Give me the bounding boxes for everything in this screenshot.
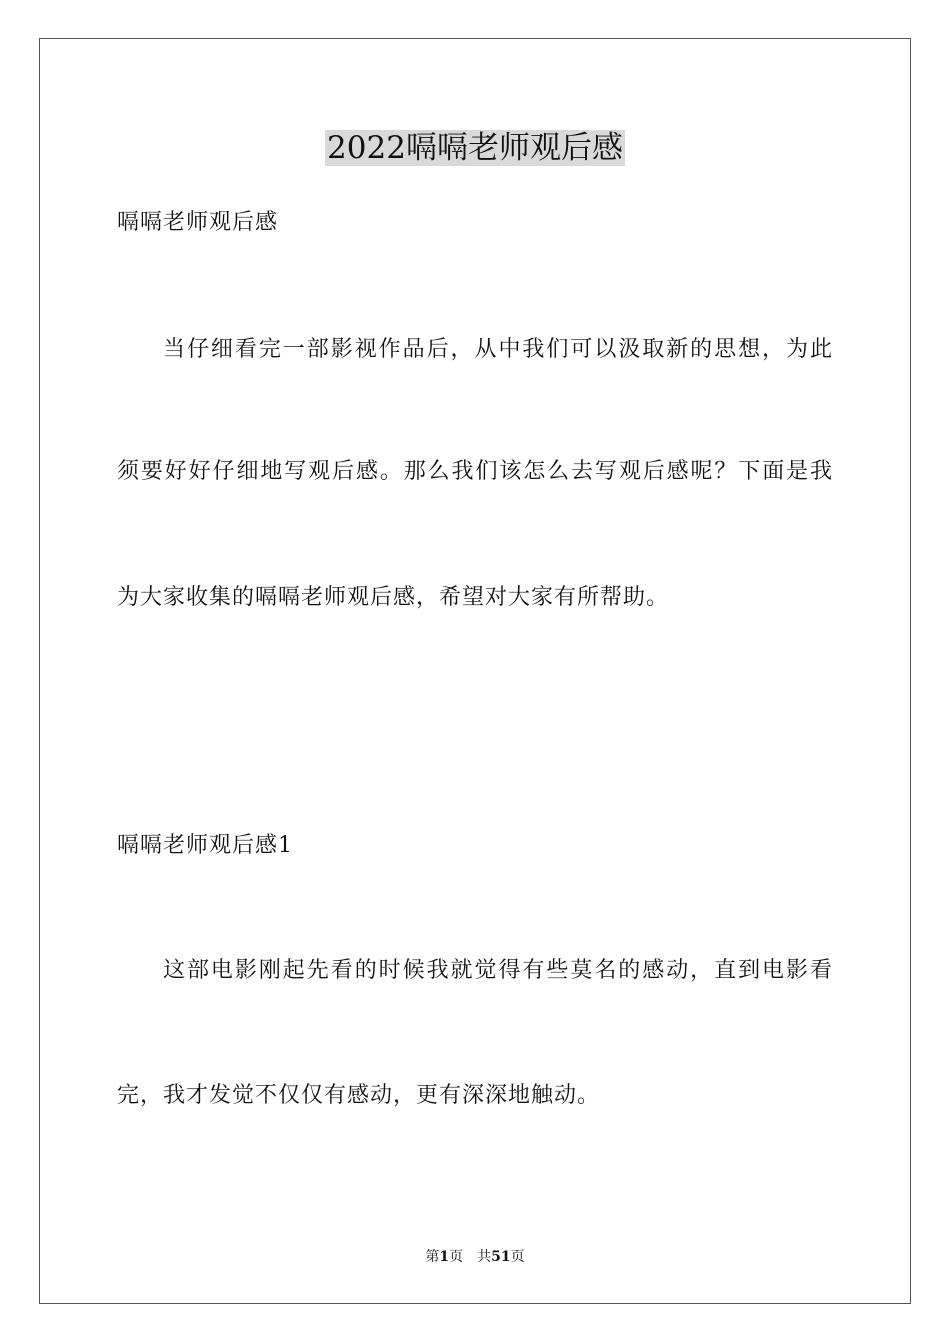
document-title-text: 2022嗝嗝老师观后感 [327, 130, 623, 166]
section-line-2: 完，我才发觉不仅仅有感动，更有深深地触动。 [117, 1083, 601, 1108]
footer-total-suffix: 页 [510, 1249, 525, 1265]
footer-total-pages: 51 [491, 1249, 511, 1265]
footer-total-prefix: 共 [477, 1249, 492, 1265]
section-line-1: 这部电影刚起先看的时候我就觉得有些莫名的感动，直到电影看 [163, 958, 833, 983]
footer-page-prefix: 第 [425, 1249, 440, 1265]
page-footer [0, 1247, 950, 1267]
intro-line-1: 当仔细看完一部影视作品后，从中我们可以汲取新的思想，为此 [163, 337, 833, 362]
document-title [0, 126, 950, 170]
footer-page-number: 1 [439, 1249, 450, 1265]
footer-page-suffix: 页 [449, 1249, 464, 1265]
section-heading: 嗝嗝老师观后感1 [117, 833, 293, 858]
document-subtitle: 嗝嗝老师观后感 [117, 210, 279, 235]
intro-line-2: 须要好好仔细地写观后感。那么我们该怎么去写观后感呢？下面是我 [117, 459, 833, 484]
intro-line-3: 为大家收集的嗝嗝老师观后感，希望对大家有所帮助。 [117, 585, 670, 610]
